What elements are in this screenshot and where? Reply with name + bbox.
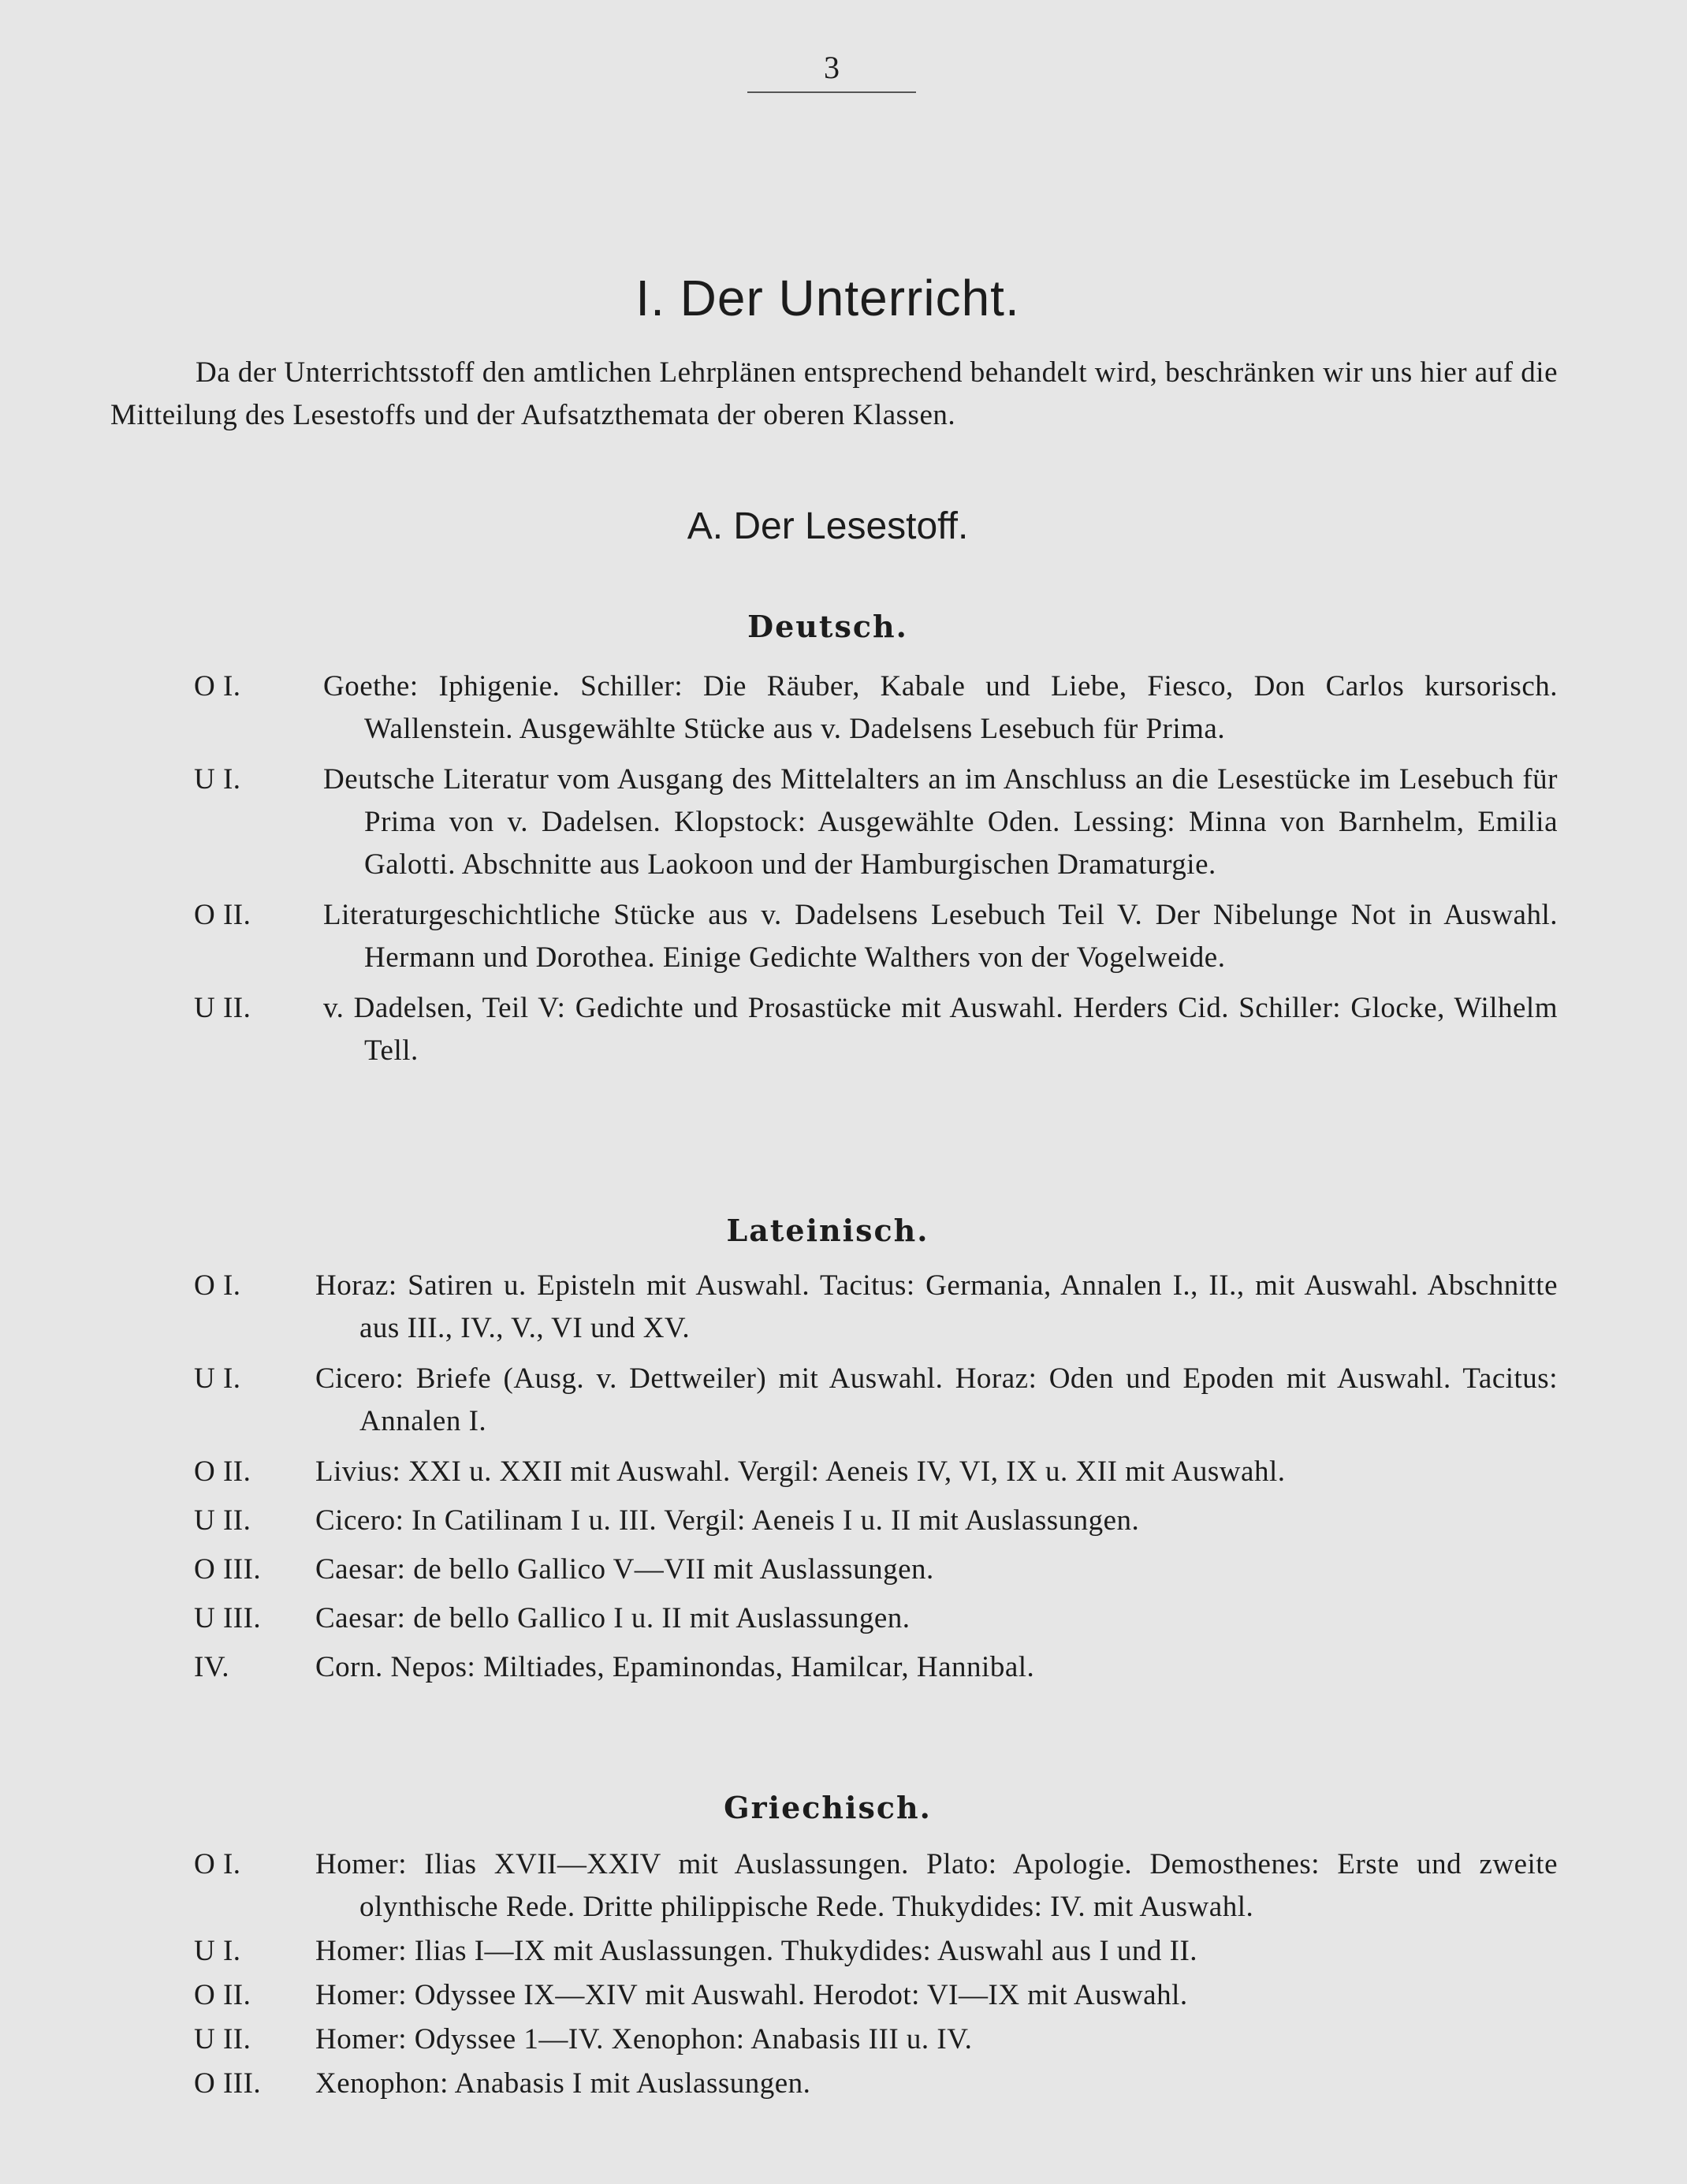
- reading-text: Homer: Odyssee IX—XIV mit Auswahl. Herodot: VI—IX mit Auswahl.: [315, 1979, 1188, 2011]
- list-item: [0, 1930, 1687, 1973]
- list-item: [0, 1549, 1687, 1591]
- class-label: O I.: [194, 1269, 241, 1302]
- class-label: O I.: [194, 670, 241, 703]
- griechisch-list: [0, 1843, 1687, 2105]
- list-item: [0, 1265, 1687, 1350]
- list-item: [0, 2018, 1687, 2061]
- subject-heading-deutsch: Deutsch.: [747, 609, 908, 644]
- reading-text: Caesar: de bello Gallico V—VII mit Auslassungen.: [315, 1553, 934, 1586]
- reading-text: Literaturgeschichtliche Stücke aus v. Dadelsens Lesebuch Teil V. Der Nibelunge Not in Auswahl. Hermann und Dorothea. Einige Gedichte Walthers von der Vogelweide.: [323, 899, 1558, 974]
- list-item: [0, 1451, 1687, 1493]
- list-item: [0, 894, 1687, 979]
- class-label: O III.: [194, 2067, 262, 2100]
- header-rule: [747, 91, 916, 93]
- subject-heading-lateinisch: Lateinisch.: [726, 1213, 929, 1248]
- reading-text: Homer: Odyssee 1—IV. Xenophon: Anabasis III u. IV.: [315, 2023, 973, 2055]
- reading-text: Horaz: Satiren u. Episteln mit Auswahl. Tacitus: Germania, Annalen I., II., mit Auswahl. Abschnitte aus III., IV., V., VI und XV.: [315, 1269, 1558, 1344]
- section-title: A. Der Lesestoff.: [687, 505, 969, 547]
- reading-text: Xenophon: Anabasis I mit Auslassungen.: [315, 2067, 811, 2100]
- class-label: U II.: [194, 1504, 251, 1537]
- class-label: U I.: [194, 763, 241, 796]
- class-label: O I.: [194, 1848, 241, 1880]
- list-item: [0, 1646, 1687, 1689]
- subject-heading-griechisch: Griechisch.: [724, 1790, 932, 1825]
- class-label: O II.: [194, 1979, 251, 2011]
- latein-list: [0, 1265, 1687, 1689]
- class-label: U II.: [194, 2023, 251, 2055]
- class-label: U I.: [194, 1362, 241, 1395]
- class-label: U I.: [194, 1935, 241, 1967]
- intro-paragraph: Da der Unterrichtsstoff den amtlichen Lehrplänen entsprechend behandelt wird, beschränken wir uns hier auf die Mitteilung des Lesestoffs und der Aufsatzthemata der oberen Klassen.: [110, 356, 1558, 431]
- reading-text: Homer: Ilias XVII—XXIV mit Auslassungen. Plato: Apologie. Demosthenes: Erste und zweite olynthische Rede. Dritte philippische Rede. Thukydides: IV. mit Auswahl.: [315, 1848, 1558, 1923]
- reading-text: Corn. Nepos: Miltiades, Epaminondas, Hamilcar, Hannibal.: [315, 1651, 1035, 1683]
- reading-text: Cicero: In Catilinam I u. III. Vergil: Aeneis I u. II mit Auslassungen.: [315, 1504, 1140, 1537]
- class-label: O II.: [194, 899, 251, 931]
- list-item: [0, 1500, 1687, 1542]
- list-item: [0, 758, 1687, 886]
- reading-text: Deutsche Literatur vom Ausgang des Mittelalters an im Anschluss an die Lesestücke im Lesebuch für Prima von v. Dadelsen. Klopstock: Ausgewählte Oden. Lessing: Minna von Barnhelm, Emilia Galotti. Abschnitte aus Laokoon und der Hamburgischen Dramaturgie.: [323, 763, 1558, 881]
- class-label: O III.: [194, 1553, 262, 1586]
- page-header: [747, 49, 916, 93]
- deutsch-list: [0, 665, 1687, 1072]
- list-item: [0, 1597, 1687, 1640]
- page-number: 3: [824, 50, 840, 85]
- reading-text: Homer: Ilias I—IX mit Auslassungen. Thukydides: Auswahl aus I und II.: [315, 1935, 1198, 1967]
- class-label: IV.: [194, 1651, 230, 1683]
- list-item: [0, 665, 1687, 751]
- page-title: I. Der Unterricht.: [635, 270, 1020, 326]
- reading-text: v. Dadelsen, Teil V: Gedichte und Prosastücke mit Auswahl. Herders Cid. Schiller: Glocke, Wilhelm Tell.: [323, 992, 1558, 1067]
- class-label: U III.: [194, 1602, 262, 1634]
- list-item: [0, 1974, 1687, 2017]
- list-item: [0, 987, 1687, 1072]
- reading-text: Caesar: de bello Gallico I u. II mit Auslassungen.: [315, 1602, 911, 1634]
- list-item: [0, 1358, 1687, 1443]
- reading-text: Goethe: Iphigenie. Schiller: Die Räuber, Kabale und Liebe, Fiesco, Don Carlos kursorisch. Wallenstein. Ausgewählte Stücke aus v. Dadelsens Lesebuch für Prima.: [323, 670, 1558, 745]
- reading-text: Livius: XXI u. XXII mit Auswahl. Vergil: Aeneis IV, VI, IX u. XII mit Auswahl.: [315, 1455, 1286, 1488]
- reading-text: Cicero: Briefe (Ausg. v. Dettweiler) mit Auswahl. Horaz: Oden und Epoden mit Auswahl. Tacitus: Annalen I.: [315, 1362, 1558, 1437]
- class-label: O II.: [194, 1455, 251, 1488]
- class-label: U II.: [194, 992, 251, 1024]
- list-item: [0, 1843, 1687, 1929]
- list-item: [0, 2063, 1687, 2105]
